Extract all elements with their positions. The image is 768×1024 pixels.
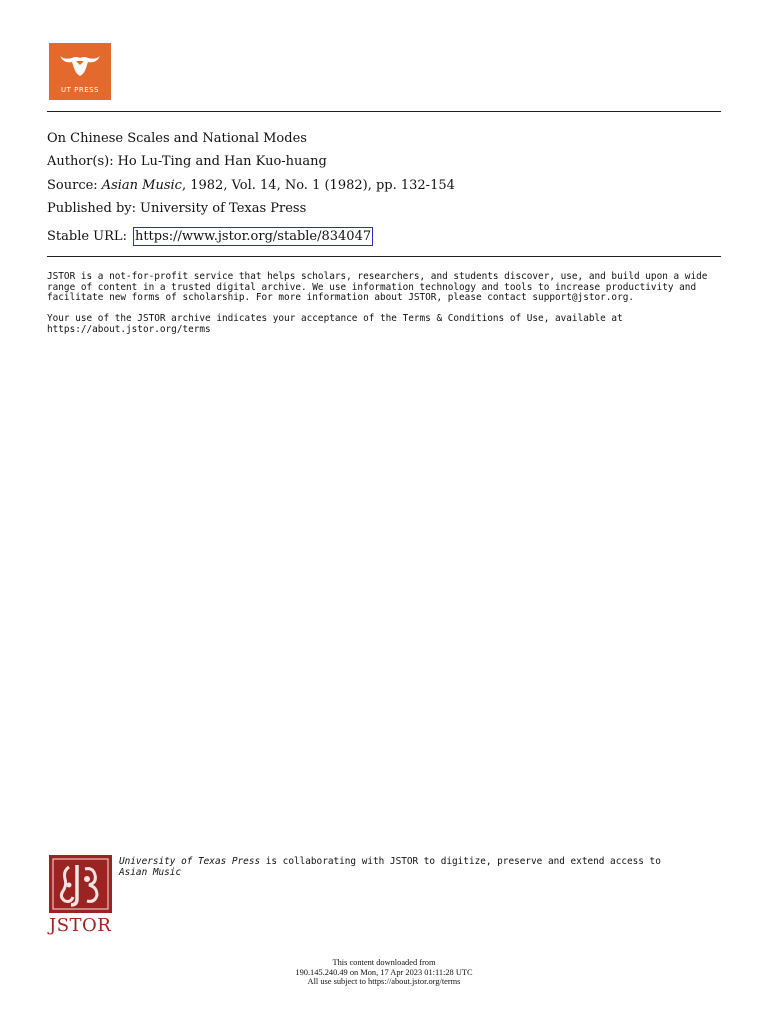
notice-line: range of content in a trusted digital archive. We use information technology and tools to increase productivity and: [47, 281, 697, 293]
download-footer: [0, 958, 768, 987]
jstor-notice-paragraph: [47, 272, 727, 304]
jstor-mark-icon: [49, 855, 112, 913]
footer-line-3: All use subject to https://about.jstor.org/terms: [307, 977, 461, 986]
header-divider: [47, 111, 721, 112]
longhorn-icon: [58, 50, 102, 80]
source-journal: Asian Music: [101, 178, 182, 193]
publisher-label: Published by:: [47, 201, 136, 216]
stable-url-label: Stable URL:: [47, 229, 127, 244]
jstor-logo: [49, 855, 113, 935]
article-title: On Chinese Scales and National Modes: [47, 131, 307, 146]
terms-link[interactable]: https://about.jstor.org/terms: [47, 323, 211, 335]
section-divider: [47, 256, 721, 257]
article-source: [47, 178, 455, 194]
collaboration-publisher: University of Texas Press: [119, 856, 261, 867]
ut-press-logo-text: UT PRESS: [60, 86, 100, 94]
stable-url-row: [47, 227, 373, 246]
jstor-wordmark: JSTOR: [49, 915, 112, 936]
publisher-value: University of Texas Press: [140, 201, 307, 216]
source-details: , 1982, Vol. 14, No. 1 (1982), pp. 132-154: [181, 178, 455, 193]
notice-line: JSTOR is a not-for-profit service that helps scholars, researchers, and students discover, use, and build upon a wide: [47, 271, 708, 282]
terms-line: Your use of the JSTOR archive indicates your acceptance of the Terms & Conditions of Use, available at: [47, 313, 623, 324]
collaboration-line: [119, 856, 661, 867]
terms-notice-paragraph: [47, 314, 727, 335]
ut-press-logo: [49, 43, 111, 100]
footer-line-1: This content downloaded from: [332, 958, 436, 967]
source-label: Source:: [47, 178, 98, 193]
collaboration-statement: [119, 856, 661, 878]
authors-value: Ho Lu-Ting and Han Kuo-huang: [117, 154, 327, 169]
footer-line-2: 190.145.240.49 on Mon, 17 Apr 2023 01:11:28 UTC: [295, 967, 473, 977]
authors-label: Author(s):: [47, 154, 114, 169]
notice-line: facilitate new forms of scholarship. For more information about JSTOR, please contact support@jstor.org.: [47, 292, 634, 303]
stable-url-link[interactable]: https://www.jstor.org/stable/834047: [134, 229, 372, 244]
article-authors: [47, 154, 327, 170]
collaboration-journal: Asian Music: [119, 867, 182, 878]
collaboration-text: is collaborating with JSTOR to digitize, preserve and extend access to: [260, 856, 661, 867]
article-publisher: [47, 201, 306, 217]
